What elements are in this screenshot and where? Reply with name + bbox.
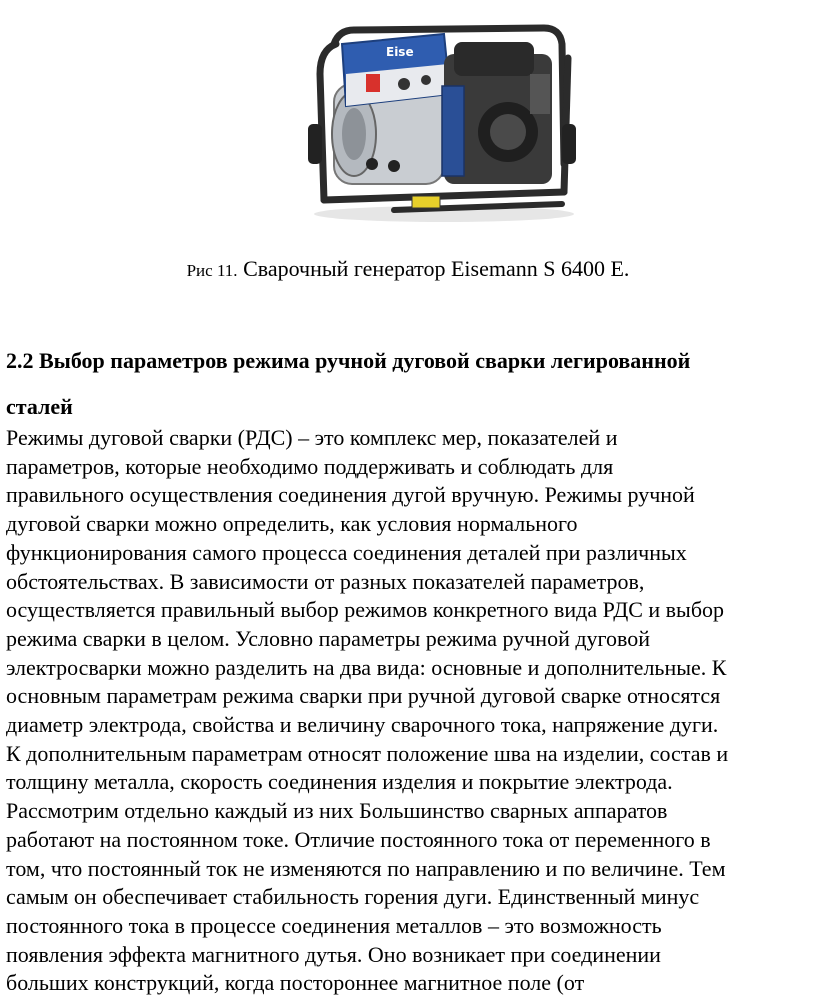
brand-label: Eise [386,45,414,59]
heading-line: 2.2 Выбор параметров режима ручной дуговой сварки легированной [6,348,691,373]
generator-figure [294,14,586,226]
text-line: работают на постоянном токе. Отличие постоянного тока от переменного в [6,826,711,852]
text-line: Рассмотрим отдельно каждый из них Большинство сварных аппаратов [6,798,668,824]
text-line: функционирования самого процесса соединения деталей при различных [6,539,687,565]
text-line: правильного осуществления соединения дугой вручную. Режимы ручной [6,482,695,508]
text-line: толщину металла, скорость соединения изделия и покрытие электрода. [6,769,673,795]
text-line: режима сварки в целом. Условно параметры режима ручной дуговой [6,625,651,651]
figure-caption [0,254,816,286]
text-line: параметров, которые необходимо поддерживать и соблюдать для [6,453,614,479]
text-line: появления эффекта магнитного дутья. Оно возникает при соединении [6,941,661,967]
text-line: диаметр электрода, свойства и величину сварочного тока, напряжение дуги. [6,712,719,738]
text-line: том, что постоянный ток не изменяются по направлению и по величине. Тем [6,855,726,881]
text-line: больших конструкций, когда постороннее магнитное поле (от [6,970,585,996]
heading-line: сталей [6,394,73,419]
welding-generator-image [294,14,586,226]
text-line: самым он обеспечивает стабильность горения дуги. Единственный минус [6,884,700,910]
caption-text: Сварочный генератор Eisemann S 6400 E. [237,256,630,281]
text-line: электросварки можно разделить на два вида: основные и дополнительные. К [6,654,727,680]
text-line: осуществляется правильный выбор режимов конкретного вида РДС и выбор [6,597,725,623]
text-line: основным параметрам режима сварки при ручной дуговой сварке относятся [6,683,721,709]
body-paragraph [6,424,812,998]
text-line: обстоятельствах. В зависимости от разных показателей параметров, [6,568,645,594]
text-line: К дополнительным параметрам относят положение шва на изделии, состав и [6,740,729,766]
text-line: дуговой сварки можно определить, как условия нормального [6,511,578,537]
text-line: Режимы дуговой сварки (РДС) – это комплекс мер, показателей и [6,425,618,450]
section-heading [6,338,806,430]
caption-prefix: Рис 11. [186,261,238,280]
text-line: постоянного тока в процессе соединения металлов – это возможность [6,912,662,938]
